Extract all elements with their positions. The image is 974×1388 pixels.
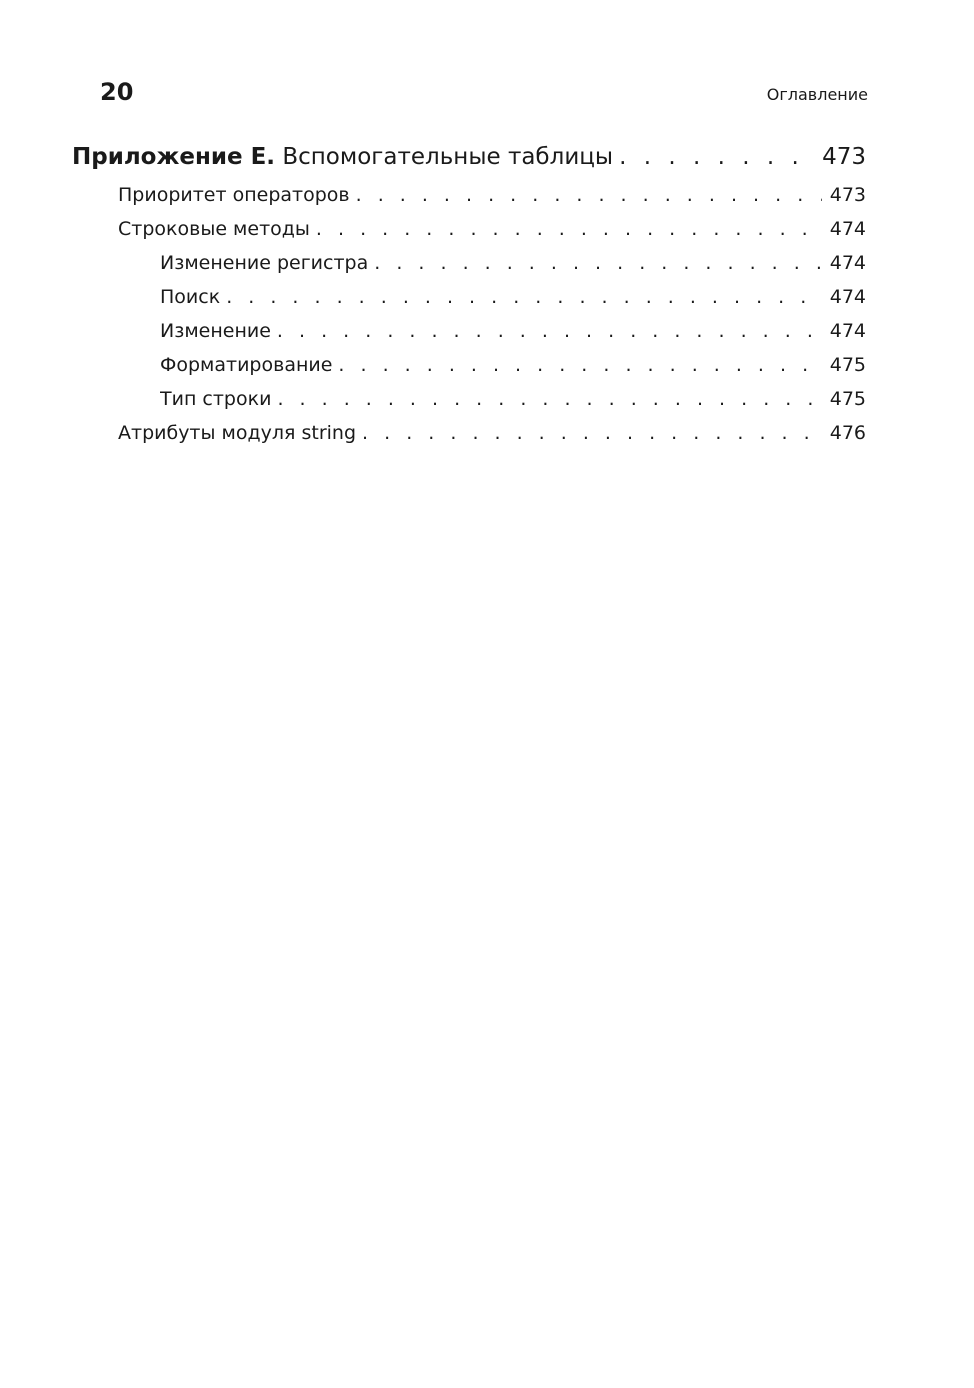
toc-entry-case-change[interactable] <box>160 252 866 274</box>
toc-entry-page: 473 <box>829 184 866 206</box>
dot-leader <box>362 422 822 444</box>
toc-entry-title: Тип строки <box>160 388 272 410</box>
dot-leader <box>226 286 822 308</box>
toc-entry-string-type[interactable] <box>160 388 866 410</box>
toc-entry-title: Поиск <box>160 286 221 308</box>
toc-entry-page: 475 <box>829 354 866 376</box>
toc-entry-page: 474 <box>829 252 866 274</box>
toc-entry-title: Приоритет операторов <box>118 184 350 206</box>
toc-entry-title: Изменение регистра <box>160 252 369 274</box>
page-number: 20 <box>100 78 134 106</box>
toc-entry-formatting[interactable] <box>160 354 866 376</box>
toc-entry-title: Изменение <box>160 320 271 342</box>
toc-entry-prefix: Приложение Е. <box>72 144 276 170</box>
toc-entry-title <box>72 144 613 170</box>
dot-leader <box>277 388 821 410</box>
toc-entry-modification[interactable] <box>160 320 866 342</box>
toc-entry-string-methods[interactable] <box>118 218 866 240</box>
toc-entry-page: 475 <box>829 388 866 410</box>
toc-entry-title-text: Вспомогательные таблицы <box>282 144 614 170</box>
toc-entry-title: Строковые методы <box>118 218 310 240</box>
dot-leader <box>374 252 821 274</box>
dot-leader <box>338 354 821 376</box>
dot-leader <box>619 144 814 170</box>
toc-entry-page: 474 <box>829 286 866 308</box>
toc-entry-operator-priority[interactable] <box>118 184 866 206</box>
running-head: Оглавление <box>766 85 868 104</box>
toc-entry-page: 474 <box>829 320 866 342</box>
toc-entry-page: 474 <box>829 218 866 240</box>
toc-entry-title: Атрибуты модуля string <box>118 422 357 444</box>
dot-leader <box>277 320 822 342</box>
dot-leader <box>356 184 822 206</box>
toc-entry-search[interactable] <box>160 286 866 308</box>
dot-leader <box>316 218 822 240</box>
toc-entry-page: 473 <box>822 144 866 170</box>
toc-entry-title: Форматирование <box>160 354 333 376</box>
toc-entry-string-module-attributes[interactable] <box>118 422 866 444</box>
toc-entry-appendix-e[interactable] <box>72 144 866 170</box>
toc-entry-page: 476 <box>829 422 866 444</box>
